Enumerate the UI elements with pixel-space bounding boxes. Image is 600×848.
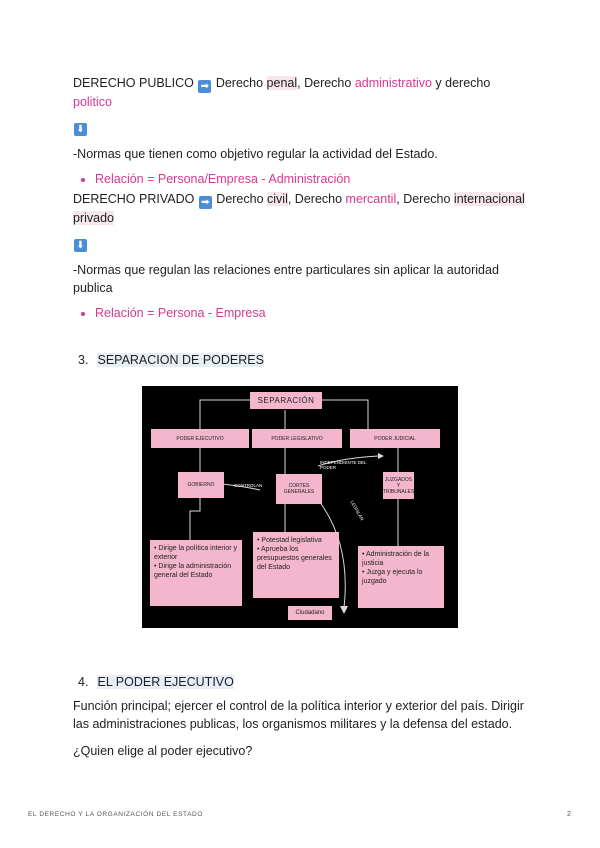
- juzgados-box: JUZGADOS Y TRIBUNALES: [383, 472, 414, 499]
- text-fragment: , Derecho: [396, 192, 454, 206]
- separacion-box: SEPARACIÓN: [250, 392, 322, 409]
- derecho-privado-section: [73, 190, 533, 322]
- section-3-heading: [78, 351, 538, 369]
- derecho-publico-label: DERECHO PUBLICO: [73, 76, 194, 90]
- text-fragment: , Derecho: [297, 76, 355, 90]
- independiente-label: INDEPENDIENTE DEL PODER: [320, 460, 367, 470]
- derecho-publico-desc: -Normas que tienen como objetivo regular la actividad del Estado.: [73, 147, 438, 161]
- section-title: SEPARACION DE PODERES: [97, 353, 264, 367]
- legislan-label: LEGISLAN: [349, 499, 365, 522]
- legislativo-functions-box: [253, 532, 339, 598]
- relacion-list: [73, 170, 533, 188]
- right-arrow-icon: ➡: [198, 80, 211, 93]
- down-arrow-icon: ⬇: [74, 239, 87, 252]
- relacion-item: • Relación = Persona/Empresa - Administración: [95, 170, 533, 188]
- judicial-item: • Administración de la justicia: [362, 551, 430, 567]
- judicial-item: • Juzga y ejecuta lo juzgado: [362, 569, 423, 585]
- ejecutivo-item: • Dirige la administración general del Estado: [154, 563, 232, 579]
- derecho-privado-line: [73, 190, 533, 227]
- text-fragment: y derecho: [431, 76, 491, 90]
- down-arrow-icon: ⬇: [74, 123, 87, 136]
- civil-term: civil: [267, 192, 288, 206]
- controlan-label: CONTROLAN: [234, 483, 263, 488]
- text-fragment: Derecho: [212, 192, 268, 206]
- text-fragment: , Derecho: [287, 192, 346, 206]
- connector-line: [320, 400, 368, 429]
- derecho-publico-line: [73, 74, 533, 111]
- legislativo-item: • Potestad legislativa: [257, 537, 322, 544]
- mercantil-term: mercantil: [345, 192, 397, 206]
- section-title: EL PODER EJECUTIVO: [97, 675, 234, 689]
- ejecutivo-item: • Dirige la política interior y exterior: [154, 545, 237, 561]
- derecho-publico-section: [73, 74, 533, 188]
- internacional-term: internacional: [453, 192, 525, 206]
- right-arrow-icon: ➡: [199, 196, 212, 209]
- section-4-heading: [78, 673, 538, 691]
- legislativo-item: • Aprueba los presupuestos generales del Estado: [257, 546, 332, 571]
- poder-judicial-box: PODER JUDICIAL: [350, 429, 440, 448]
- footer-title: EL DERECHO Y LA ORGANIZACIÓN DEL ESTADO: [28, 811, 203, 818]
- derecho-privado-label: DERECHO PRIVADO: [73, 192, 195, 206]
- section-number: 4.: [78, 675, 89, 689]
- ejecutivo-functions-box: [150, 540, 242, 606]
- penal-term: penal: [266, 76, 298, 90]
- gobierno-box: GOBIERNO: [178, 472, 224, 498]
- connector-line: [190, 498, 200, 540]
- ciudadano-box: Ciudadano: [288, 606, 332, 620]
- relacion-list: [73, 304, 533, 322]
- ejecutivo-paragraph: Función principal; ejercer el control de la política interior y exterior del país. Dirigir las administraciones publicas, los organismos militares y la defensa del estado.: [73, 699, 524, 731]
- judicial-functions-box: [358, 546, 444, 608]
- separacion-poderes-diagram: [142, 386, 458, 628]
- poder-ejecutivo-box: PODER EJECUTIVO: [151, 429, 249, 448]
- cortes-generales-box: CORTES GENERALES: [276, 474, 322, 504]
- administrativo-term: administrativo: [354, 76, 432, 90]
- section-number: 3.: [78, 353, 89, 367]
- politico-term: politico: [73, 95, 112, 109]
- ejecutivo-question: ¿Quien elige al poder ejecutivo?: [73, 744, 253, 758]
- relacion-item: • Relación = Persona - Empresa: [95, 304, 533, 322]
- poder-ejecutivo-section: [73, 697, 533, 760]
- derecho-privado-desc: -Normas que regulan las relaciones entre particulares sin aplicar la autoridad publica: [73, 263, 499, 295]
- privado-term: privado: [73, 211, 114, 225]
- poder-legislativo-box: PODER LEGISLATIVO: [252, 429, 342, 448]
- connector-line: [200, 400, 250, 429]
- page-number: 2: [567, 811, 571, 818]
- text-fragment: Derecho: [212, 76, 267, 90]
